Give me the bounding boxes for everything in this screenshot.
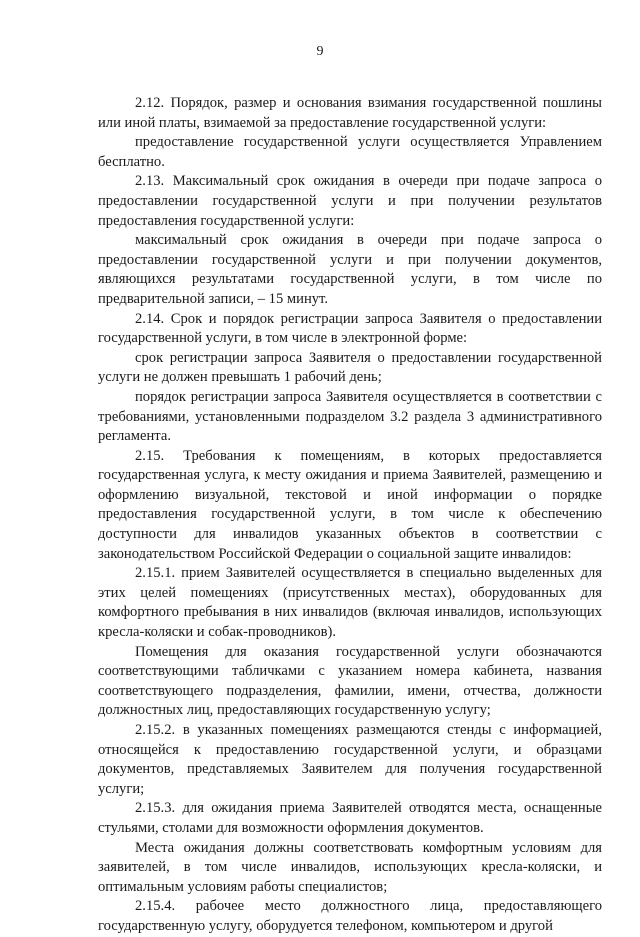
paragraph-premises-signs: Помещения для оказания государственной услуги обозначаются соответствующими табличками с указанием номера кабинета, названия соответствующего подразделения, фамилии, имени, отчества, должности должностных лиц, предоставляющих государственную услугу; [98,643,602,719]
paragraph-max-wait-time: максимальный срок ожидания в очереди при подаче запроса о предоставлении государственной услуги и при получении документов, являющихся результатами государственной услуги, в том числе по предварительной записи, – 15 минут. [98,232,602,307]
document-body [98,94,602,937]
paragraph-waiting-places: Места ожидания должны соответствовать комфортным условиям для заявителей, в том числе инвалидов, использующих кресла-коляски, и оптимальным условиям работы специалистов; [98,839,602,895]
paragraph-2-15-3: 2.15.3. для ожидания приема Заявителей отводятся места, оснащенные стульями, столами для возможности оформления документов. [98,800,602,836]
paragraph-fee-free: предоставление государственной услуги осуществляется Управлением бесплатно. [98,134,602,170]
paragraph-2-15-1: 2.15.1. прием Заявителей осуществляется в специально выделенных для этих целей помещениях (присутственных местах), оборудованных для комфортного пребывания в них инвалидов (включая инвалидов, использующих кресла-коляски и собак-проводников). [98,565,602,641]
paragraph-2-14: 2.14. Срок и порядок регистрации запроса Заявителя о предоставлении государственной услуги, в том числе в электронной форме: [98,310,602,347]
paragraph-2-15-4: 2.15.4. рабочее место должностного лица, предоставляющего государственную услугу, оборудуется телефоном, компьютером и другой [98,898,602,934]
page-number: 9 [316,44,324,59]
paragraph-registration-term: срок регистрации запроса Заявителя о предоставлении государственной услуги не должен превышать 1 рабочий день; [98,349,602,386]
paragraph-2-15-2: 2.15.2. в указанных помещениях размещаются стенды с информацией, относящейся к предоставлению государственной услуги, и образцами документов, представляемых Заявителем для получения государственной услуги; [98,722,602,797]
paragraph-2-13: 2.13. Максимальный срок ожидания в очереди при подаче запроса о предоставлении государственной услуги и при получении результатов предоставления государственной услуги: [98,173,602,229]
paragraph-2-12: 2.12. Порядок, размер и основания взимания государственной пошлины или иной платы, взимаемой за предоставление государственной услуги: [98,95,602,131]
paragraph-2-15: 2.15. Требования к помещениям, в которых предоставляется государственная услуга, к месту ожидания и приема Заявителей, размещению и оформлению визуальной, текстовой и иной информации о порядке предоставления государственной услуги, в том числе к обеспечению доступности для инвалидов указанных объектов в соответствии с законодательством Российской Федерации о социальной защите инвалидов: [98,447,602,562]
paragraph-registration-order: порядок регистрации запроса Заявителя осуществляется в соответствии с требованиями, установленными подразделом 3.2 раздела 3 административного регламента. [98,388,602,445]
